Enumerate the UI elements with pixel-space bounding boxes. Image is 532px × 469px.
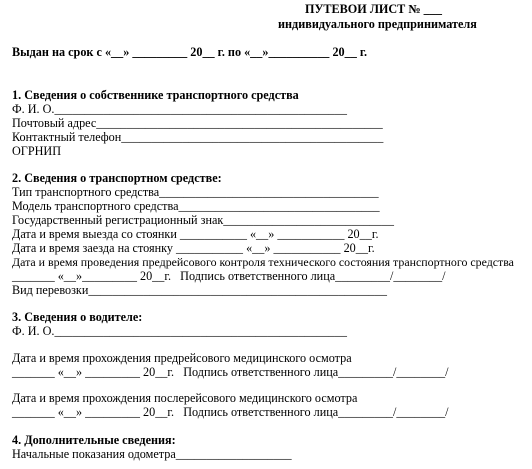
owner-ogrnip-field: ОГРНИП (12, 144, 62, 158)
transport-kind-field: Вид перевозки_________________________________________________ (12, 283, 387, 297)
owner-fio-field: Ф. И. О.________________________________________________ (12, 102, 347, 116)
departure-datetime-field: Дата и время выезда со стоянки ___________ «__» ___________ 20__г. (12, 227, 379, 241)
vehicle-model-field: Модель транспортного средства_________________________________ (12, 199, 380, 213)
validity-period: Выдан на срок с «__» _________ 20__ г. по «__»__________ 20__ г. (12, 45, 368, 59)
driver-heading: 3. Сведения о водителе: (12, 310, 143, 324)
technical-inspection-signature: _______ «__»_________ 20__г. Подпись ответственного лица_________/________/ (12, 269, 446, 283)
technical-inspection-label: Дата и время проведения предрейсового контроля технического состояния транспортного средства (12, 255, 514, 269)
vehicle-type-field: Тип транспортного средства____________________________________ (12, 185, 379, 199)
driver-fio-field: Ф. И. О.________________________________________________ (12, 324, 347, 338)
document-subtitle: индивидуального предпринимателя (278, 17, 477, 31)
odometer-field: Начальные показания одометра___________________ (12, 447, 292, 461)
document-title: ПУТЕВОИ ЛИСТ № ___ (305, 2, 442, 16)
owner-phone-field: Контактный телефон___________________________________________ (12, 130, 384, 144)
extra-heading: 4. Дополнительные сведения: (12, 433, 176, 447)
pre-medical-label: Дата и время прохождения предрейсового медицинского осмотра (12, 351, 352, 365)
pre-medical-signature: _______ «__» _________ 20__г. Подпись ответственного лица_________/________/ (12, 365, 449, 379)
arrival-datetime-field: Дата и время заезда на стоянку ___________ «__» ___________ 20__г. (12, 241, 375, 255)
vehicle-heading: 2. Сведения о транспортном средстве: (12, 171, 222, 185)
owner-heading: 1. Сведения о собственнике транспортного средства (12, 88, 299, 102)
post-medical-signature: _______ «__» _________ 20__г. Подпись ответственного лица_________/________/ (12, 405, 449, 419)
vehicle-plate-field: Государственный регистрационный знак____________________________ (12, 213, 394, 227)
owner-address-field: Почтовый адрес_______________________________________________ (12, 116, 383, 130)
post-medical-label: Дата и время прохождения послерейсового медицинского осмотра (12, 391, 358, 405)
